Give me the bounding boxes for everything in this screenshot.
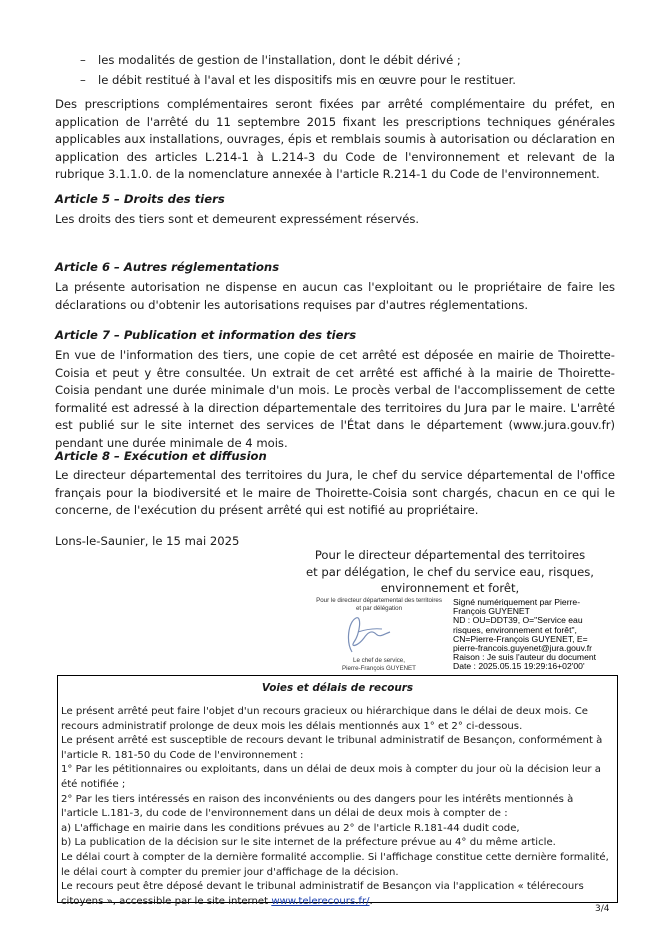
recours-line: Le présent arrêté peut faire l'objet d'un recours gracieux ou hiérarchique dans le délai de deux mois. Ce recours administratif prolonge de deux mois les délais mentionnés aux 1° et 2° ci-dessous. — [61, 706, 588, 732]
digital-line: Date : 2025.05.15 19:29:16+02'00' — [453, 661, 585, 672]
place-date: Lons-le-Saunier, le 15 mai 2025 — [55, 534, 240, 548]
recours-body — [61, 705, 613, 909]
recours-line: b) La publication de la décision sur le site internet de la préfecture prévue au 4° du même article. — [61, 837, 556, 849]
recours-text: . — [369, 895, 373, 907]
digital-signature — [453, 598, 633, 674]
stamp-line: et par délégation — [355, 605, 403, 613]
stamp-line: Le chef de service, — [353, 657, 405, 664]
recours-line: 1° Par les pétitionnaires ou exploitants, dans un délai de deux mois à compter du jour où la décision leur a été notifiée ; — [61, 764, 601, 790]
article-6-heading: Article 6 – Autres réglementations — [55, 260, 280, 274]
prescriptions-paragraph: Des prescriptions complémentaires seront fixées par arrêté complémentaire du préfet, en application de l'arrêté du 11 septembre 2015 fixant les prescriptions techniques générales applicables aux installations, ouvrages, épis et remblais soumis à autorisation ou déclaration en application des articles L.214-1 à L.214-3 du Code de l'environnement et relevant de la rubrique 3.1.1.0. de la nomenclature annexée à l'article R.214-1 du Code de l'environnement. — [55, 97, 615, 182]
article-8-text: Le directeur départemental des territoires du Jura, le chef du service départemental de l'office français pour la biodiversité et le maire de Thoirette-Coisia sont chargés, chacun en ce qui le concerne, de l'exécution du présent arrêté qui est notifié au propriétaire. — [55, 468, 615, 518]
recours-line: a) L'affichage en mairie dans les conditions prévues au 2° de l'article R.181-44 dudit code, — [61, 822, 520, 834]
recours-box — [57, 675, 618, 907]
recours-line: Le présent arrêté est susceptible de recours devant le tribunal administratif de Besançon, conformément à l'article R. 181-50 du Code de l'environnement : — [61, 735, 603, 761]
signature-block — [300, 547, 600, 597]
recours-line — [61, 880, 613, 909]
digital-line: François GUYENET — [453, 606, 530, 617]
list-item — [80, 50, 620, 70]
stamp-line: Pour le directeur départemental des territoires — [316, 597, 442, 604]
page-number: 3/4 — [595, 904, 610, 914]
digital-line: Signé numériquement par Pierre- — [453, 598, 581, 607]
digital-line: risques, environnement et forêt", — [453, 624, 577, 635]
recours-text: Le recours peut être déposé devant le tribunal administratif de Besançon via l'application « télérecours citoyens », accessible par le site internet — [61, 881, 584, 907]
signature-line: environnement et forêt, — [380, 581, 520, 595]
signature-line: Pour le directeur départemental des territoires — [314, 548, 586, 562]
signature-line: et par délégation, le chef du service eau, risques, — [306, 564, 594, 579]
bullet-text: les modalités de gestion de l'installation, dont le débit dérivé ; — [98, 53, 461, 67]
article-7-text: En vue de l'information des tiers, une copie de cet arrêté est déposée en mairie de Thoirette-Coisia et peut y être consultée. Un extrait de cet arrêté est affiché à la mairie de Thoirette-Coisia pendant une durée minimale d'un mois. Le procès verbal de l'accomplissement de cette formalité est adressé à la direction départementale des territoires du Jura par le maire. L'arrêté est publié sur le site internet des services de l'État dans le département (www.jura.gouv.fr) pendant une durée minimale de 4 mois. — [55, 348, 615, 450]
recours-title: Voies et délais de recours — [261, 682, 414, 694]
bullet-dash: – — [80, 53, 86, 67]
digital-line: CN=Pierre-François GUYENET, E= — [453, 633, 588, 644]
telerecours-link[interactable]: www.telerecours.fr/ — [271, 895, 370, 907]
stamp-chef — [300, 657, 458, 673]
digital-line: pierre-francois.guyenet@jura.gouv.fr — [453, 643, 592, 654]
list-item — [80, 70, 620, 90]
article-6-text: La présente autorisation ne dispense en aucun cas l'exploitant ou le propriétaire de faire les déclarations ou d'obtenir les autorisations requises par d'autres réglementations. — [55, 280, 615, 312]
article-7-heading: Article 7 – Publication et information des tiers — [55, 328, 357, 342]
bullet-text: le débit restitué à l'aval et les dispositifs mis en œuvre pour le restituer. — [98, 73, 516, 87]
digital-line: Raison : Je suis l'auteur du document — [453, 652, 597, 663]
bullet-dash: – — [80, 73, 86, 87]
recours-line: Le délai court à compter de la dernière formalité accomplie. Si l'affichage constitue cette dernière formalité, le délai court à compter du premier jour d'affichage de la décision. — [61, 851, 609, 878]
stamp-line: Pierre-François GUYENET — [342, 665, 416, 673]
digital-line: ND : OU=DDT39, O="Service eau — [453, 615, 583, 626]
article-5-text: Les droits des tiers sont et demeurent expressément réservés. — [55, 212, 420, 226]
bullet-list — [80, 50, 620, 90]
article-5-heading: Article 5 – Droits des tiers — [55, 192, 225, 206]
recours-line: 2° Par les tiers intéressés en raison des inconvénients ou des dangers pour les intérêts mentionnés à l'article L.181-3, du code de l'environnement dans un délai de deux mois à compter de : — [61, 793, 574, 820]
article-8-heading: Article 8 – Exécution et diffusion — [55, 449, 267, 463]
handwritten-signature — [338, 612, 398, 658]
